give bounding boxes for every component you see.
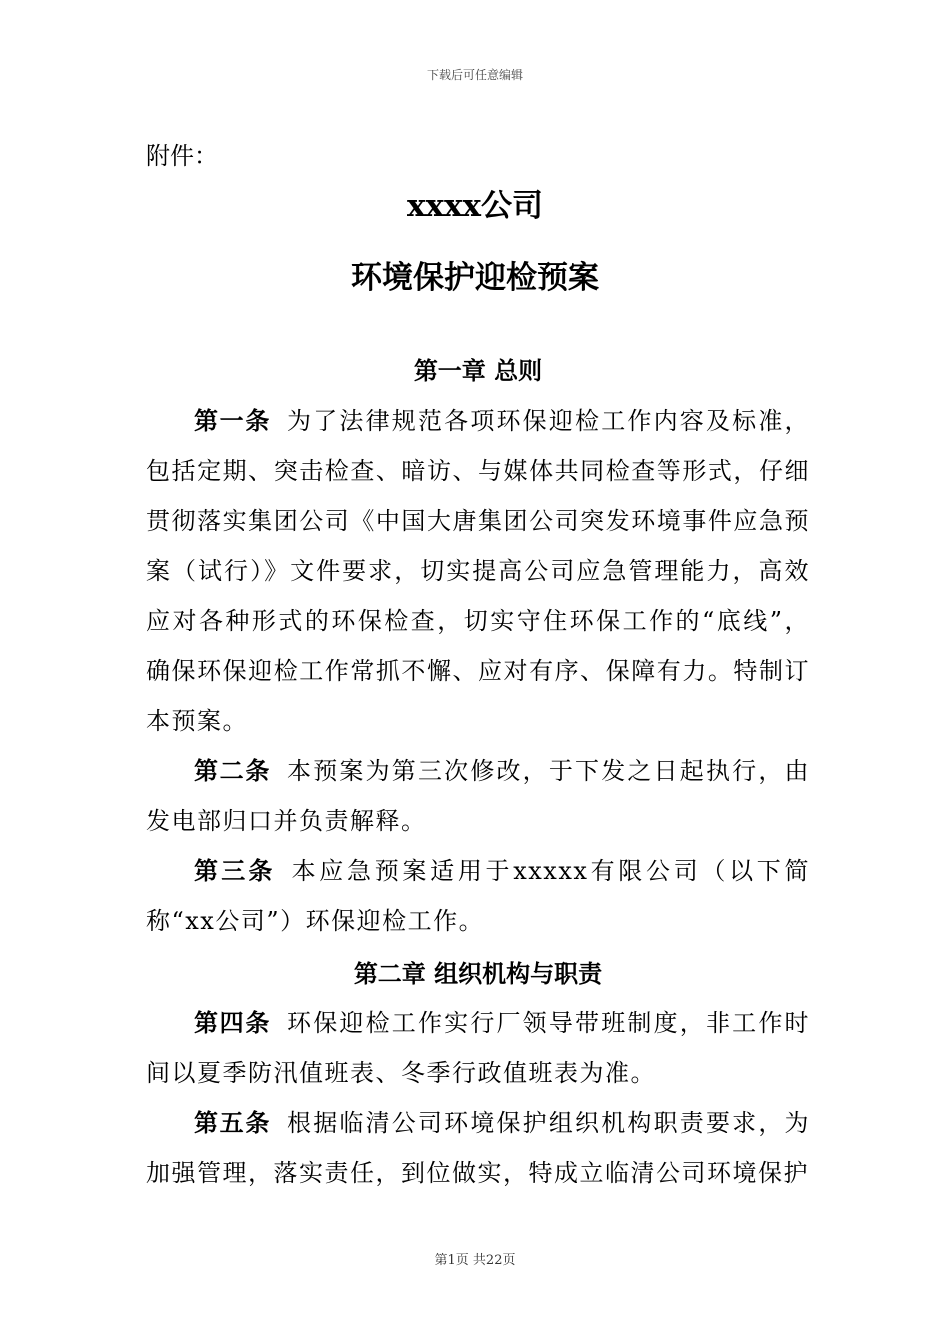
article-paragraph <box>146 998 810 1098</box>
article-label: 第四条 <box>194 1009 272 1037</box>
document-body <box>146 346 810 1198</box>
article-label: 第一条 <box>194 407 272 435</box>
document-title-plan: 环境保护迎检预案 <box>351 260 599 296</box>
article-label: 第二条 <box>194 757 272 785</box>
article-paragraph <box>146 846 810 946</box>
article-text: 本预案为第三次修改，于下发之日起执行，由发电部归口并负责解释。 <box>146 757 810 835</box>
article-paragraph <box>146 746 810 846</box>
article-text: 本应急预案适用于xxxxx有限公司（以下简称“xx公司”）环保迎检工作。 <box>146 857 810 935</box>
article-label: 第五条 <box>194 1109 272 1137</box>
article-text: 环保迎检工作实行厂领导带班制度，非工作时间以夏季防汛值班表、冬季行政值班表为准。 <box>146 1009 810 1087</box>
article-text: 根据临清公司环境保护组织机构职责要求，为加强管理，落实责任，到位做实，特成立临清公司环境保护 <box>146 1109 810 1187</box>
chapter-heading: 第一章 总则 <box>413 357 543 385</box>
article-paragraph <box>146 396 810 746</box>
attachment-label: 附件： <box>146 142 218 170</box>
chapter-heading: 第二章 组织机构与职责 <box>353 960 603 988</box>
article-text: 为了法律规范各项环保迎检工作内容及标准，包括定期、突击检查、暗访、与媒体共同检查等形式，仔细贯彻落实集团公司《中国大唐集团公司突发环境事件应急预案（试行）》文件要求，切实提高公司应急管理能力，高效应对各种形式的环保检查，切实守住环保工作的“底线”，确保环保迎检工作常抓不懈、应对有序、保障有力。特制订本预案。 <box>146 407 810 735</box>
article-label: 第三条 <box>194 857 276 885</box>
article-paragraph <box>146 1098 810 1198</box>
page-header-note: 下载后可任意编辑 <box>426 68 523 82</box>
page-number: 第1页 共22页 <box>434 1253 516 1268</box>
document-title-company: xxxx公司 <box>407 188 543 224</box>
